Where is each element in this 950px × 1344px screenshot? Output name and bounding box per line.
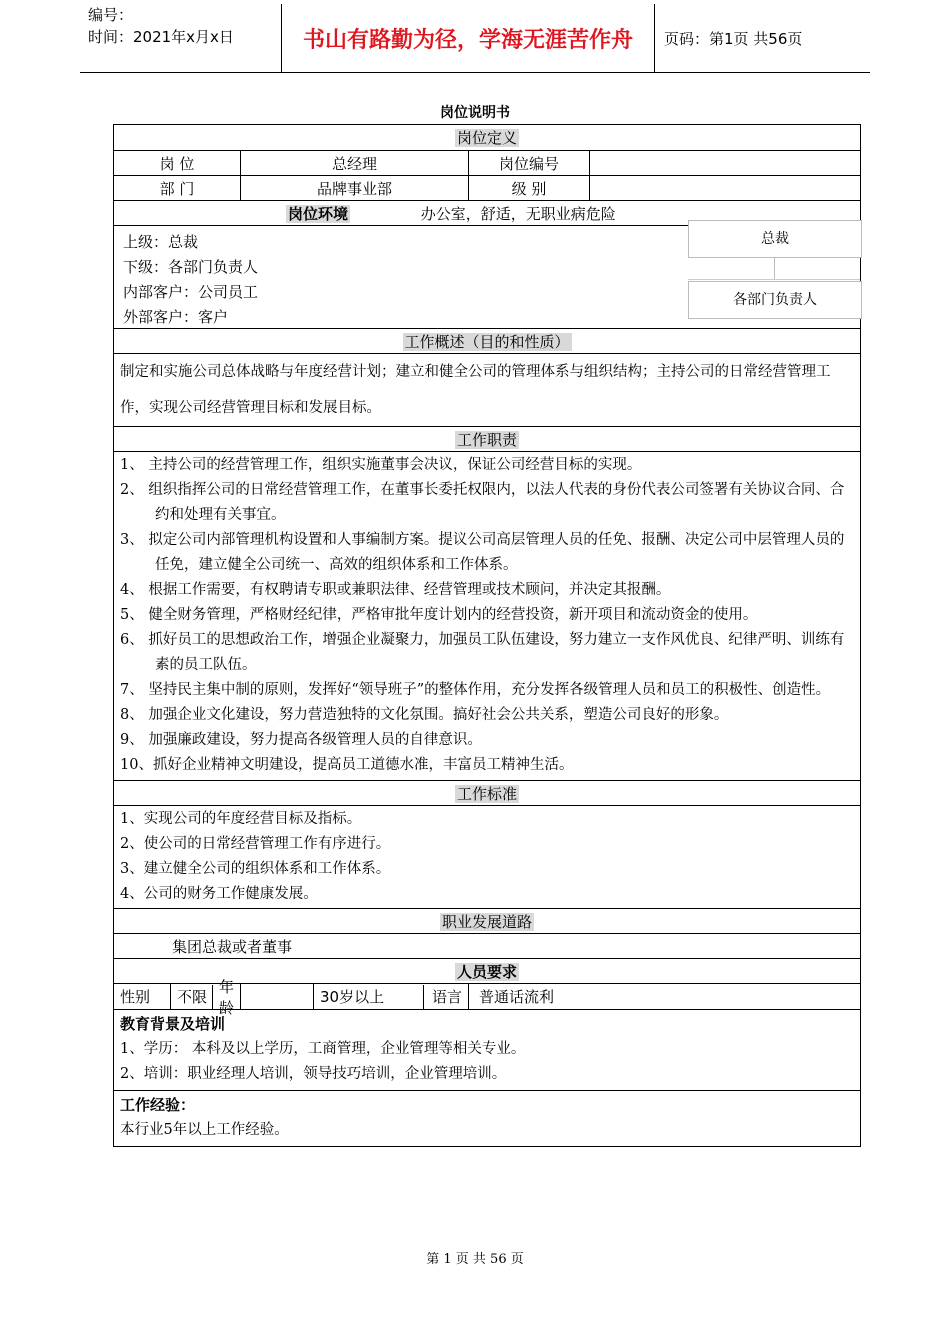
header-meta bbox=[80, 4, 280, 72]
standard-item: 1、实现公司的年度经营目标及指标。 bbox=[120, 811, 362, 827]
education-item: 2、培训：职业经理人培训，领导技巧培训，企业管理培训。 bbox=[120, 1066, 507, 1082]
duty-item: 7、 坚持民主集中制的原则，发挥好“领导班子”的整体作用，充分发挥各级管理人员和员工的积极性、创造性。 bbox=[120, 682, 831, 698]
department-value: 品牌事业部 bbox=[241, 176, 469, 201]
age-label: 年龄 bbox=[219, 977, 235, 1017]
internal-clients: 内部客户：公司员工 bbox=[123, 283, 259, 301]
section-overview: 工作概述（目的和性质） bbox=[114, 329, 861, 354]
subordinate: 下级：各部门负责人 bbox=[123, 258, 259, 276]
age-spacer bbox=[241, 984, 314, 1010]
age-value: 30岁以上 bbox=[314, 985, 424, 1009]
education-item: 1、学历： 本科及以上学历，工商管理，企业管理等相关专业。 bbox=[120, 1041, 526, 1057]
environment-value: 办公室，舒适，无职业病危险 bbox=[420, 204, 616, 223]
section-standards: 工作标准 bbox=[114, 781, 861, 806]
duty-item: 3、 拟定公司内部管理机构设置和人事编制方案。提议公司高层管理人员的任免、报酬、决定公司中层管理人员的任免，建立健全公司统一、高效的组织体系和工作体系。 bbox=[120, 532, 845, 573]
duty-item: 9、 加强廉政建设，努力提高各级管理人员的自律意识。 bbox=[120, 732, 482, 748]
experience-text: 本行业5年以上工作经验。 bbox=[120, 1122, 289, 1138]
org-chart-top-box: 总裁 bbox=[688, 220, 862, 258]
duty-item: 8、 加强企业文化建设，努力营造独特的文化氛围。搞好社会公共关系，塑造公司良好的形象。 bbox=[120, 707, 729, 723]
duties-list-cell bbox=[114, 452, 861, 781]
page-footer: 第 1 页 共 56 页 bbox=[426, 1252, 524, 1267]
duty-item: 6、 抓好员工的思想政治工作，增强企业凝聚力，加强员工队伍建设，努力建立一支作风优良、纪律严明、训练有素的员工队伍。 bbox=[120, 632, 845, 673]
org-chart-connector bbox=[774, 257, 775, 279]
org-chart-divider bbox=[688, 279, 860, 280]
code-label: 编号： bbox=[88, 6, 134, 24]
gender-value: 不限 bbox=[171, 985, 213, 1009]
standard-item: 2、使公司的日常经营管理工作有序进行。 bbox=[120, 836, 391, 852]
level-label: 级 别 bbox=[469, 176, 590, 201]
duties-list bbox=[120, 453, 854, 778]
education-title: 教育背景及培训 bbox=[120, 1015, 226, 1033]
section-duties: 工作职责 bbox=[114, 427, 861, 452]
standards-list bbox=[120, 807, 854, 907]
education-cell bbox=[114, 1010, 861, 1091]
standards-cell bbox=[114, 806, 861, 909]
document-title: 岗位说明书 bbox=[440, 105, 510, 121]
language-value: 普通话流利 bbox=[469, 984, 861, 1010]
duty-item: 1、 主持公司的经营管理工作，组织实施董事会决议，保证公司经营目标的实现。 bbox=[120, 457, 642, 473]
experience-cell bbox=[114, 1091, 861, 1147]
duty-item: 4、 根据工作需要，有权聘请专职或兼职法律、经营管理或技术顾问，并决定其报酬。 bbox=[120, 582, 671, 598]
relations-cell bbox=[114, 226, 861, 329]
career-text: 集团总裁或者董事 bbox=[114, 934, 861, 959]
external-clients: 外部客户：客户 bbox=[123, 308, 229, 326]
experience-title: 工作经验： bbox=[120, 1096, 196, 1114]
age-lang-cell bbox=[314, 984, 469, 1010]
job-description-table bbox=[113, 124, 861, 1147]
duty-item: 2、 组织指挥公司的日常经营管理工作，在董事长委托权限内，以法人代表的身份代表公司签署有关协议合同、合约和处理有关事宜。 bbox=[120, 482, 845, 523]
org-chart-bottom-box: 各部门负责人 bbox=[688, 281, 862, 319]
gender-label: 性别 bbox=[114, 984, 171, 1010]
standard-item: 4、公司的财务工作健康发展。 bbox=[120, 886, 318, 902]
section-career: 职业发展道路 bbox=[114, 909, 861, 934]
gender-age-cell bbox=[171, 977, 241, 1017]
duty-item: 10、抓好企业精神文明建设，提高员工道德水准，丰富员工精神生活。 bbox=[120, 757, 574, 773]
language-label: 语言 bbox=[432, 988, 463, 1006]
duty-item: 5、 健全财务管理，严格财经纪律，严格审批年度计划内的经营投资，新开项目和流动资金的使用。 bbox=[120, 607, 758, 623]
date-label: 时间：2021年x月x日 bbox=[88, 28, 234, 46]
standard-item: 3、建立健全公司的组织体系和工作体系。 bbox=[120, 861, 391, 877]
position-label: 岗 位 bbox=[114, 151, 241, 176]
header-motto: 书山有路勤为径，学海无涯苦作舟 bbox=[281, 4, 655, 72]
position-value: 总经理 bbox=[241, 151, 469, 176]
level-value bbox=[590, 176, 861, 201]
header-page-info: 页码：第1页 共56页 bbox=[664, 29, 803, 48]
department-label: 部 门 bbox=[114, 176, 241, 201]
position-code-value bbox=[590, 151, 861, 176]
page-header bbox=[80, 4, 870, 73]
position-code-label: 岗位编号 bbox=[469, 151, 590, 176]
superior: 上级：总裁 bbox=[123, 233, 199, 251]
section-requirements: 人员要求 bbox=[114, 959, 861, 984]
overview-text: 制定和实施公司总体战略与年度经营计划；建立和健全公司的管理体系与组织结构；主持公司的日常经营管理工作，实现公司经营管理目标和发展目标。 bbox=[114, 354, 861, 427]
environment-label: 岗位环境 bbox=[288, 204, 349, 223]
section-definition: 岗位定义 bbox=[114, 125, 861, 151]
